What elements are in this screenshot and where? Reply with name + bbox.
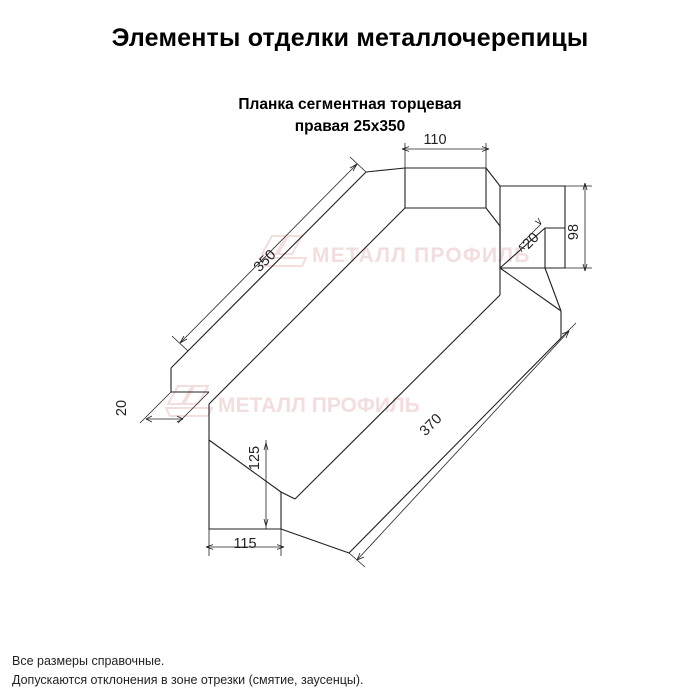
dimension-top-width: 110 (423, 132, 447, 148)
product-name-line1: Планка сегментная торцевая (238, 96, 462, 113)
footer-line-2: Допускаются отклонения в зоне отрезки (смятие, заусенцы). (12, 673, 364, 687)
page-title: Элементы отделки металлочерепицы (111, 24, 589, 52)
watermark-text: МЕТАЛЛ ПРОФИЛЬ (218, 394, 420, 417)
footer-line-1: Все размеры справочные. (12, 654, 165, 668)
dimension-front-width: 115 (233, 536, 257, 552)
dimension-lines (140, 143, 592, 567)
dimension-right-small: 20 (519, 229, 543, 253)
dimension-labels (114, 132, 582, 552)
dimension-bottom-length: 370 (416, 410, 446, 440)
watermark-logo-top (260, 236, 531, 267)
footer-notes (12, 652, 364, 690)
dimension-right-height: 98 (566, 223, 582, 241)
dimension-left-small: 20 (114, 399, 130, 417)
watermark-text: МЕТАЛЛ ПРОФИЛЬ (312, 244, 531, 267)
part-geometry (171, 168, 565, 553)
dimension-length-main: 350 (250, 246, 280, 276)
product-name-line2: правая 25х350 (294, 118, 406, 135)
dimension-front-height: 125 (247, 445, 263, 471)
